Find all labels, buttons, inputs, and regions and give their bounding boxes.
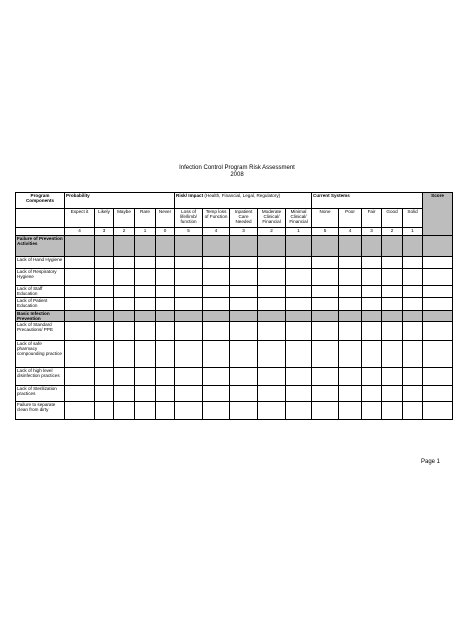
prob-column-label: Likely	[95, 209, 114, 228]
rating-cell[interactable]	[65, 311, 95, 322]
score-cell[interactable]	[423, 257, 453, 269]
rating-cell[interactable]	[65, 402, 95, 420]
risk-assessment-table	[15, 192, 453, 420]
rating-cell[interactable]	[95, 322, 114, 341]
rating-cell[interactable]	[156, 269, 175, 286]
rating-cell[interactable]	[114, 368, 135, 386]
section-label: Failure of Prevention Activities	[16, 236, 65, 257]
rating-cell[interactable]	[339, 236, 362, 257]
rating-cell[interactable]	[339, 368, 362, 386]
header-program-components: Program Components	[16, 193, 65, 209]
rating-cell[interactable]	[362, 257, 382, 269]
rating-cell[interactable]	[362, 236, 382, 257]
rating-cell[interactable]	[230, 322, 258, 341]
rating-cell[interactable]	[114, 269, 135, 286]
sys-column-label: None	[312, 209, 339, 228]
rating-cell[interactable]	[175, 386, 203, 402]
header-spacer	[16, 228, 65, 236]
rating-cell[interactable]	[403, 386, 423, 402]
rating-cell[interactable]	[65, 386, 95, 402]
rating-cell[interactable]	[258, 286, 286, 298]
prob-column-label: Rare	[135, 209, 156, 228]
rating-cell[interactable]	[203, 386, 230, 402]
table-row	[16, 341, 453, 368]
rating-cell[interactable]	[156, 368, 175, 386]
rating-cell[interactable]	[135, 311, 156, 322]
rating-cell[interactable]	[286, 298, 312, 311]
row-label: Lack of Hand Hygiene	[16, 257, 65, 269]
rating-cell[interactable]	[175, 286, 203, 298]
rating-cell[interactable]	[312, 341, 339, 368]
rating-cell[interactable]	[114, 341, 135, 368]
sys-column-value: 3	[362, 228, 382, 236]
rating-cell[interactable]	[175, 322, 203, 341]
table-row	[16, 286, 453, 298]
rating-cell[interactable]	[230, 269, 258, 286]
rating-cell[interactable]	[114, 286, 135, 298]
rating-cell[interactable]	[95, 298, 114, 311]
rating-cell[interactable]	[95, 257, 114, 269]
table-row	[16, 386, 453, 402]
rating-cell[interactable]	[175, 269, 203, 286]
risk-column-label: Moderate Clinical/ Financial	[258, 209, 286, 228]
rating-cell[interactable]	[175, 368, 203, 386]
rating-cell[interactable]	[203, 298, 230, 311]
page-number: Page 1	[421, 459, 441, 465]
risk-column-value: 5	[175, 228, 203, 236]
section-label: Basic Infection Prevention	[16, 311, 65, 322]
prob-column-label: Expect it	[65, 209, 95, 228]
rating-cell[interactable]	[95, 402, 114, 420]
rating-cell[interactable]	[175, 341, 203, 368]
risk-column-label: Temp loss of Function	[203, 209, 230, 228]
rating-cell[interactable]	[362, 298, 382, 311]
rating-cell[interactable]	[156, 257, 175, 269]
risk-column-label: Inpatient Care Needed	[230, 209, 258, 228]
document-title: Infection Control Program Risk Assessment	[179, 165, 295, 171]
rating-cell[interactable]	[175, 298, 203, 311]
rating-cell[interactable]	[362, 386, 382, 402]
rating-cell[interactable]	[362, 322, 382, 341]
table-row	[16, 269, 453, 286]
rating-cell[interactable]	[230, 341, 258, 368]
rating-cell[interactable]	[95, 386, 114, 402]
rating-cell[interactable]	[403, 257, 423, 269]
header-score: Score	[423, 193, 453, 236]
rating-cell[interactable]	[286, 286, 312, 298]
prob-column-value: 4	[65, 228, 95, 236]
score-cell[interactable]	[423, 322, 453, 341]
rating-cell[interactable]	[286, 257, 312, 269]
rating-cell[interactable]	[339, 311, 362, 322]
rating-cell[interactable]	[203, 257, 230, 269]
rating-cell[interactable]	[156, 311, 175, 322]
score-cell[interactable]	[423, 341, 453, 368]
rating-cell[interactable]	[135, 386, 156, 402]
rating-cell[interactable]	[312, 286, 339, 298]
header-probability: Probability	[65, 193, 175, 209]
rating-cell[interactable]	[339, 269, 362, 286]
rating-cell[interactable]	[403, 341, 423, 368]
rating-cell[interactable]	[286, 386, 312, 402]
rating-cell[interactable]	[382, 311, 403, 322]
risk-column-label: Loss of life/limb/ function	[175, 209, 203, 228]
rating-cell[interactable]	[135, 269, 156, 286]
table-row	[16, 257, 453, 269]
rating-cell[interactable]	[339, 298, 362, 311]
rating-cell[interactable]	[175, 311, 203, 322]
prob-column-label: Maybe	[114, 209, 135, 228]
rating-cell[interactable]	[403, 286, 423, 298]
prob-column-value: 0	[156, 228, 175, 236]
rating-cell[interactable]	[114, 298, 135, 311]
rating-cell[interactable]	[312, 322, 339, 341]
document-year: 2008	[230, 172, 244, 178]
rating-cell[interactable]	[258, 257, 286, 269]
score-cell[interactable]	[423, 368, 453, 386]
sys-column-value: 4	[339, 228, 362, 236]
rating-cell[interactable]	[135, 298, 156, 311]
rating-cell[interactable]	[203, 269, 230, 286]
row-label: Lack of high level disinfection practices	[16, 368, 65, 386]
rating-cell[interactable]	[156, 402, 175, 420]
rating-cell[interactable]	[230, 368, 258, 386]
rating-cell[interactable]	[65, 322, 95, 341]
rating-cell[interactable]	[403, 298, 423, 311]
rating-cell[interactable]	[156, 386, 175, 402]
sys-column-label: Fair	[362, 209, 382, 228]
rating-cell[interactable]	[203, 236, 230, 257]
rating-cell[interactable]	[258, 341, 286, 368]
rating-cell[interactable]	[286, 269, 312, 286]
prob-column-value: 3	[95, 228, 114, 236]
rating-cell[interactable]	[258, 298, 286, 311]
header-risk-impact-label: Risk/ Impact	[176, 193, 204, 198]
prob-column-label: Never	[156, 209, 175, 228]
rating-cell[interactable]	[258, 368, 286, 386]
rating-cell[interactable]	[258, 236, 286, 257]
rating-cell[interactable]	[382, 269, 403, 286]
row-label: Lack of Sterilization practices	[16, 386, 65, 402]
rating-cell[interactable]	[286, 311, 312, 322]
section-row	[16, 311, 453, 322]
score-cell[interactable]	[423, 286, 453, 298]
rating-cell[interactable]	[114, 257, 135, 269]
rating-cell[interactable]	[65, 236, 95, 257]
rating-cell[interactable]	[65, 368, 95, 386]
rating-cell[interactable]	[382, 236, 403, 257]
rating-cell[interactable]	[312, 236, 339, 257]
rating-cell[interactable]	[362, 269, 382, 286]
rating-cell[interactable]	[65, 257, 95, 269]
rating-cell[interactable]	[312, 402, 339, 420]
sys-column-label: Poor	[339, 209, 362, 228]
rating-cell[interactable]	[403, 322, 423, 341]
rating-cell[interactable]	[403, 236, 423, 257]
rating-cell[interactable]	[230, 311, 258, 322]
rating-cell[interactable]	[403, 368, 423, 386]
header-risk-impact	[175, 193, 312, 209]
rating-cell[interactable]	[114, 386, 135, 402]
sys-column-value: 2	[382, 228, 403, 236]
rating-cell[interactable]	[95, 368, 114, 386]
rating-cell[interactable]	[362, 368, 382, 386]
prob-column-value: 1	[135, 228, 156, 236]
sys-column-value: 1	[403, 228, 423, 236]
rating-cell[interactable]	[382, 257, 403, 269]
rating-cell[interactable]	[203, 368, 230, 386]
rating-cell[interactable]	[286, 402, 312, 420]
rating-cell[interactable]	[65, 298, 95, 311]
sys-column-label: Solid	[403, 209, 423, 228]
rating-cell[interactable]	[258, 269, 286, 286]
rating-cell[interactable]	[65, 269, 95, 286]
rating-cell[interactable]	[339, 386, 362, 402]
rating-cell[interactable]	[382, 402, 403, 420]
rating-cell[interactable]	[135, 286, 156, 298]
rating-cell[interactable]	[382, 368, 403, 386]
rating-cell[interactable]	[203, 341, 230, 368]
rating-cell[interactable]	[156, 298, 175, 311]
risk-column-value: 3	[230, 228, 258, 236]
rating-cell[interactable]	[382, 341, 403, 368]
sys-column-label: Good	[382, 209, 403, 228]
rating-cell[interactable]	[203, 402, 230, 420]
rating-cell[interactable]	[403, 311, 423, 322]
rating-cell[interactable]	[95, 236, 114, 257]
row-label: Lack of Patient Education	[16, 298, 65, 311]
rating-cell[interactable]	[95, 286, 114, 298]
table-row	[16, 368, 453, 386]
rating-cell[interactable]	[230, 236, 258, 257]
rating-cell[interactable]	[114, 402, 135, 420]
row-label: Lack of Standard Precautions/ PPE	[16, 322, 65, 341]
rating-cell[interactable]	[203, 322, 230, 341]
rating-cell[interactable]	[230, 386, 258, 402]
rating-cell[interactable]	[135, 341, 156, 368]
score-cell[interactable]	[423, 298, 453, 311]
rating-cell[interactable]	[258, 402, 286, 420]
prob-column-value: 2	[114, 228, 135, 236]
table-row	[16, 298, 453, 311]
rating-cell[interactable]	[403, 269, 423, 286]
rating-cell[interactable]	[382, 298, 403, 311]
rating-cell[interactable]	[403, 402, 423, 420]
row-label: Lack of safe pharmacy compounding practice	[16, 341, 65, 368]
rating-cell[interactable]	[339, 341, 362, 368]
rating-cell[interactable]	[312, 257, 339, 269]
rating-cell[interactable]	[135, 322, 156, 341]
section-row	[16, 236, 453, 257]
row-label: Lack of Staff Education	[16, 286, 65, 298]
rating-cell[interactable]	[258, 322, 286, 341]
rating-cell[interactable]	[135, 257, 156, 269]
rating-cell[interactable]	[175, 257, 203, 269]
rating-cell[interactable]	[339, 257, 362, 269]
rating-cell[interactable]	[258, 386, 286, 402]
rating-cell[interactable]	[362, 311, 382, 322]
risk-column-value: 4	[203, 228, 230, 236]
score-cell[interactable]	[423, 402, 453, 420]
rating-cell[interactable]	[135, 402, 156, 420]
rating-cell[interactable]	[339, 322, 362, 341]
rating-cell[interactable]	[286, 368, 312, 386]
score-cell[interactable]	[423, 236, 453, 257]
table-row	[16, 402, 453, 420]
rating-cell[interactable]	[114, 311, 135, 322]
rating-cell[interactable]	[230, 257, 258, 269]
score-cell[interactable]	[423, 311, 453, 322]
rating-cell[interactable]	[175, 402, 203, 420]
rating-cell[interactable]	[230, 298, 258, 311]
table-row	[16, 322, 453, 341]
rating-cell[interactable]	[382, 386, 403, 402]
rating-cell[interactable]	[339, 286, 362, 298]
header-risk-impact-detail: (Health, Financial, Legal, Regulatory)	[204, 193, 281, 198]
rating-cell[interactable]	[362, 341, 382, 368]
rating-cell[interactable]	[65, 341, 95, 368]
rating-cell[interactable]	[362, 402, 382, 420]
rating-cell[interactable]	[156, 322, 175, 341]
rating-cell[interactable]	[135, 236, 156, 257]
rating-cell[interactable]	[114, 322, 135, 341]
rating-cell[interactable]	[230, 402, 258, 420]
rating-cell[interactable]	[156, 341, 175, 368]
rating-cell[interactable]	[95, 269, 114, 286]
rating-cell[interactable]	[156, 286, 175, 298]
row-label: Failure to separate clean from dirty	[16, 402, 65, 420]
rating-cell[interactable]	[156, 236, 175, 257]
rating-cell[interactable]	[312, 311, 339, 322]
rating-cell[interactable]	[312, 298, 339, 311]
rating-cell[interactable]	[203, 286, 230, 298]
risk-column-value: 2	[258, 228, 286, 236]
risk-column-value: 1	[286, 228, 312, 236]
score-cell[interactable]	[423, 269, 453, 286]
rating-cell[interactable]	[135, 368, 156, 386]
rating-cell[interactable]	[362, 286, 382, 298]
row-label: Lack of Respiratory Hygiene	[16, 269, 65, 286]
sys-column-value: 5	[312, 228, 339, 236]
rating-cell[interactable]	[382, 286, 403, 298]
rating-cell[interactable]	[312, 386, 339, 402]
rating-cell[interactable]	[95, 341, 114, 368]
rating-cell[interactable]	[286, 341, 312, 368]
rating-cell[interactable]	[114, 236, 135, 257]
rating-cell[interactable]	[65, 286, 95, 298]
risk-column-label: Minimal Clinical/ Financial	[286, 209, 312, 228]
header-spacer	[16, 209, 65, 228]
header-current-systems: Current Systems	[312, 193, 423, 209]
rating-cell[interactable]	[312, 368, 339, 386]
rating-cell[interactable]	[286, 236, 312, 257]
score-cell[interactable]	[423, 386, 453, 402]
rating-cell[interactable]	[230, 286, 258, 298]
rating-cell[interactable]	[203, 311, 230, 322]
rating-cell[interactable]	[175, 236, 203, 257]
rating-cell[interactable]	[286, 322, 312, 341]
rating-cell[interactable]	[339, 402, 362, 420]
rating-cell[interactable]	[95, 311, 114, 322]
rating-cell[interactable]	[258, 311, 286, 322]
rating-cell[interactable]	[312, 269, 339, 286]
rating-cell[interactable]	[382, 322, 403, 341]
